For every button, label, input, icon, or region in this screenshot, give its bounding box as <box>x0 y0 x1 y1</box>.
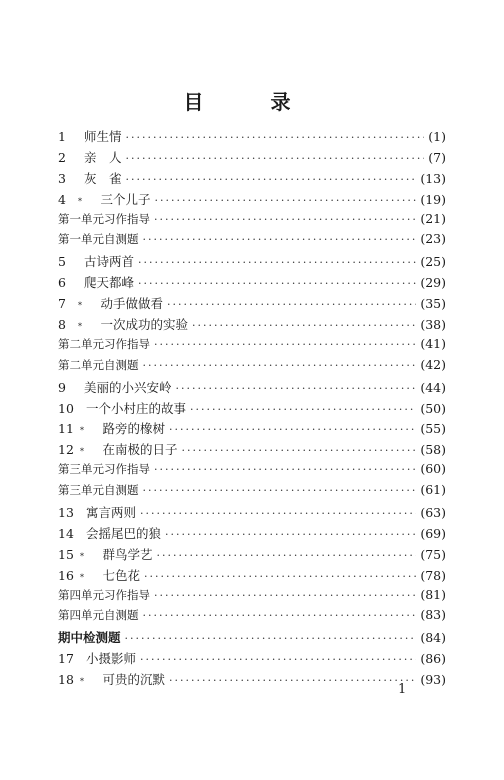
entry-page: (50) <box>420 400 446 416</box>
dot-leader <box>126 152 425 165</box>
toc-entry <box>58 211 446 232</box>
entry-title: 七色花 <box>90 567 141 583</box>
lesson-number: 13 <box>58 505 74 521</box>
entry-title: 三个儿子 <box>88 191 151 207</box>
entry-title: 一个小村庄的故事 <box>86 400 187 416</box>
entry-title: 古诗两首 <box>84 254 135 270</box>
lesson-number: 15 <box>58 546 74 562</box>
dot-leader <box>140 653 416 666</box>
dot-leader <box>169 423 416 436</box>
entry-page: (60) <box>420 461 446 477</box>
optional-lesson-mark: * <box>80 677 84 687</box>
entry-page: (75) <box>420 546 446 562</box>
entry-title: 路旁的橡树 <box>90 421 166 437</box>
toc-entry <box>58 461 446 482</box>
toc-entry <box>58 566 446 587</box>
lesson-number: 6 <box>58 275 66 291</box>
dot-leader <box>125 632 417 645</box>
entry-page: (86) <box>420 651 446 667</box>
entry-title: 第一单元习作指导 <box>58 211 150 226</box>
entry-page: (78) <box>420 567 446 583</box>
entry-title: 寓言两则 <box>86 505 137 521</box>
lesson-number: 16 <box>58 567 74 583</box>
entry-page: (84) <box>420 630 446 646</box>
lesson-number: 18 <box>58 672 74 688</box>
lesson-number: 10 <box>58 400 74 416</box>
toc-entry <box>58 252 446 273</box>
dot-leader <box>167 298 416 311</box>
entry-page: (25) <box>420 254 446 270</box>
page-title: 目 录 <box>183 90 321 114</box>
toc-entry <box>58 545 446 566</box>
dot-leader <box>182 444 417 457</box>
dot-leader <box>176 382 417 395</box>
entry-title: 亲 人 <box>84 149 122 165</box>
toc-entry <box>58 190 446 211</box>
dot-leader <box>154 463 416 476</box>
entry-page: (35) <box>420 296 446 312</box>
entry-page: (81) <box>420 586 446 602</box>
entry-page: (7) <box>428 149 446 165</box>
entry-page: (13) <box>420 170 446 186</box>
entry-title: 小摄影师 <box>86 651 137 667</box>
toc-entry <box>58 273 446 294</box>
toc-entry <box>58 440 446 461</box>
entry-page: (1) <box>428 129 446 144</box>
entry-title: 第三单元习作指导 <box>58 462 150 477</box>
entry-page: (23) <box>420 231 446 247</box>
entry-title: 第四单元习作指导 <box>58 587 150 602</box>
entry-title: 会摇尾巴的狼 <box>86 525 162 541</box>
lesson-number: 11 <box>58 421 74 437</box>
entry-page: (83) <box>420 607 446 623</box>
table-of-contents <box>58 127 446 691</box>
optional-lesson-mark: * <box>80 551 84 561</box>
entry-page: (29) <box>420 275 446 291</box>
dot-leader <box>143 233 417 246</box>
dot-leader <box>169 674 416 687</box>
toc-entry <box>58 231 446 252</box>
toc-entry <box>58 148 446 169</box>
entry-title: 第一单元自测题 <box>58 232 139 247</box>
lesson-number: 4 <box>58 191 66 207</box>
toc-entry <box>58 503 446 524</box>
entry-page: (61) <box>420 482 446 498</box>
entry-page: (38) <box>420 317 446 333</box>
lesson-number: 8 <box>58 317 66 333</box>
entry-page: (21) <box>420 210 446 226</box>
dot-leader <box>190 403 416 416</box>
entry-page: (42) <box>420 356 446 372</box>
lesson-number: 14 <box>58 525 74 541</box>
toc-entry <box>58 378 446 399</box>
dot-leader <box>143 359 417 372</box>
entry-title: 期中检测题 <box>58 630 121 646</box>
toc-entry <box>58 357 446 378</box>
entry-title: 爬天都峰 <box>84 275 135 291</box>
dot-leader <box>138 256 416 269</box>
dot-leader <box>140 507 416 520</box>
dot-leader <box>143 609 417 622</box>
toc-entry <box>58 294 446 315</box>
dot-leader <box>154 338 416 351</box>
toc-entry <box>58 628 446 649</box>
dot-leader <box>138 277 416 290</box>
toc-entry <box>58 169 446 190</box>
toc-entry <box>58 336 446 357</box>
toc-entry <box>58 419 446 440</box>
toc-entry <box>58 482 446 503</box>
entry-title: 群鸟学艺 <box>90 546 153 562</box>
entry-title: 一次成功的实验 <box>88 317 189 333</box>
optional-lesson-mark: * <box>80 426 84 436</box>
lesson-number: 5 <box>58 254 66 270</box>
dot-leader <box>192 319 416 332</box>
entry-page: (55) <box>420 421 446 437</box>
dot-leader <box>126 173 417 186</box>
lesson-number: 9 <box>58 379 66 395</box>
entry-title: 师生情 <box>84 129 122 144</box>
entry-page: (69) <box>420 525 446 541</box>
entry-title: 可贵的沉默 <box>90 672 166 688</box>
dot-leader <box>154 213 416 226</box>
toc-entry <box>58 649 446 670</box>
lesson-number: 2 <box>58 149 66 165</box>
entry-title: 第三单元自测题 <box>58 483 139 498</box>
entry-title: 第二单元自测题 <box>58 357 139 372</box>
lesson-number: 17 <box>58 651 74 667</box>
toc-entry <box>58 587 446 608</box>
lesson-number: 3 <box>58 170 66 186</box>
toc-entry <box>58 524 446 545</box>
entry-page: (63) <box>420 505 446 521</box>
optional-lesson-mark: * <box>80 572 84 582</box>
optional-lesson-mark: * <box>78 301 82 311</box>
dot-leader <box>165 528 416 541</box>
dot-leader <box>126 131 425 144</box>
entry-title: 动手做做看 <box>88 296 164 312</box>
optional-lesson-mark: * <box>78 196 82 206</box>
page-number: 1 <box>398 682 407 697</box>
entry-title: 美丽的小兴安岭 <box>84 379 172 395</box>
entry-page: (58) <box>420 442 446 458</box>
lesson-number: 1 <box>58 129 66 144</box>
toc-entry <box>58 607 446 628</box>
entry-page: (44) <box>420 379 446 395</box>
lesson-number: 7 <box>58 296 66 312</box>
optional-lesson-mark: * <box>78 322 82 332</box>
toc-entry <box>58 315 446 336</box>
lesson-number: 12 <box>58 442 74 458</box>
dot-leader <box>157 549 417 562</box>
dot-leader <box>155 194 417 207</box>
toc-entry <box>58 127 446 148</box>
entry-page: (93) <box>420 672 446 688</box>
entry-title: 第二单元习作指导 <box>58 336 150 351</box>
dot-leader <box>154 589 416 602</box>
dot-leader <box>143 484 417 497</box>
entry-title: 灰 雀 <box>84 170 122 186</box>
entry-title: 第四单元自测题 <box>58 608 139 623</box>
entry-page: (19) <box>420 191 446 207</box>
entry-page: (41) <box>420 335 446 351</box>
entry-title: 在南极的日子 <box>90 442 178 458</box>
toc-entry <box>58 670 446 691</box>
optional-lesson-mark: * <box>80 447 84 457</box>
toc-entry <box>58 399 446 420</box>
dot-leader <box>144 570 416 583</box>
